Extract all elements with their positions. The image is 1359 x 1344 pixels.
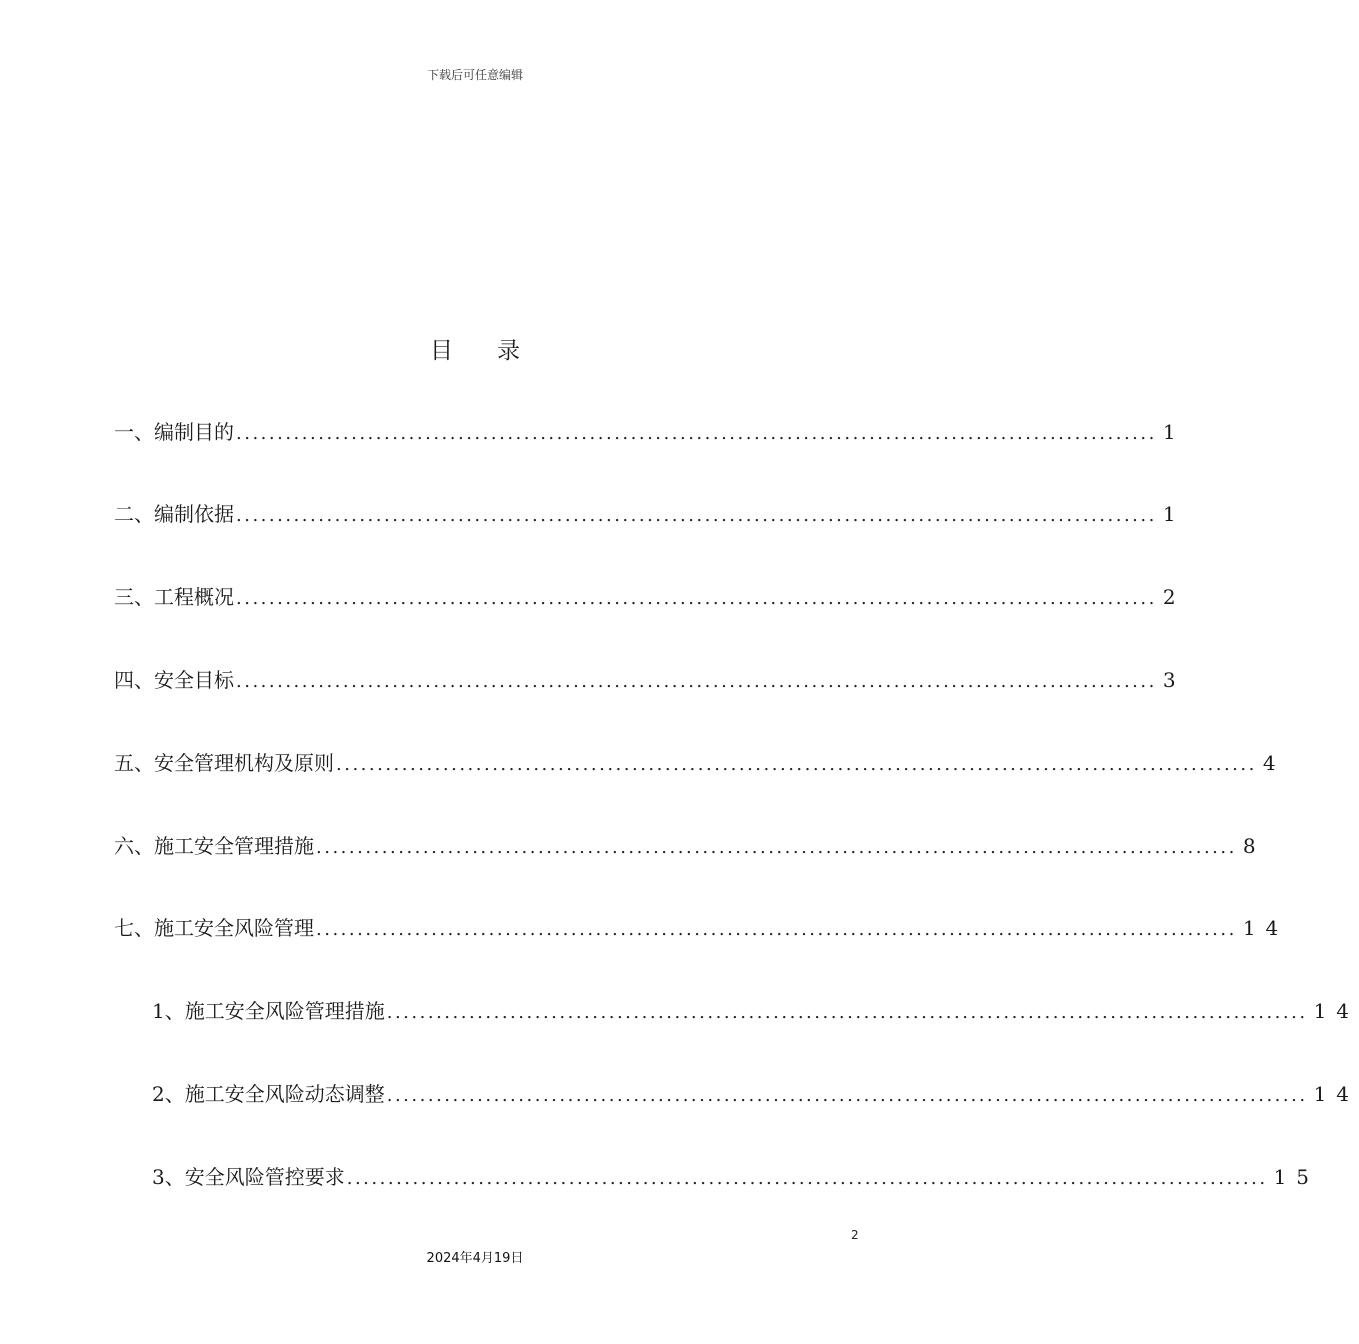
dot-leader: ................................................................................................................ <box>316 919 1237 940</box>
toc-entry-page: 14 <box>1242 916 1289 940</box>
footer-date: 2024年4月19日 <box>426 1251 524 1266</box>
dot-leader: ................................................................................................................ <box>236 671 1157 692</box>
toc-entry[interactable] <box>114 747 1286 779</box>
toc-title: 目录 <box>430 338 564 364</box>
toc-entry-label: 3、安全风险管控要求 <box>152 1165 345 1189</box>
toc-entry[interactable] <box>114 912 1289 944</box>
dot-leader: ................................................................................................................ <box>386 1002 1308 1023</box>
toc-entry-label: 六、施工安全管理措施 <box>114 834 314 858</box>
toc-entry-label: 二、编制依据 <box>114 502 234 526</box>
toc-entry-label: 七、施工安全风险管理 <box>114 916 314 940</box>
toc-entry[interactable] <box>114 830 1266 862</box>
toc-entry-page: 14 <box>1313 999 1359 1023</box>
toc-entry[interactable] <box>152 1161 1320 1193</box>
toc-entry-label: 1、施工安全风险管理措施 <box>152 999 385 1023</box>
toc-entry-page: 3 <box>1162 668 1186 692</box>
dot-leader: ................................................................................................................ <box>386 1085 1308 1106</box>
dot-leader: ................................................................................................................ <box>336 754 1257 775</box>
dot-leader: ................................................................................................................ <box>236 505 1157 526</box>
toc-entry-label: 四、安全目标 <box>114 668 234 692</box>
toc-entry[interactable] <box>152 995 1359 1027</box>
toc-entry-label: 三、工程概况 <box>114 585 234 609</box>
page-number: 2 <box>851 1228 859 1242</box>
dot-leader: ................................................................................................................ <box>236 588 1157 609</box>
toc-entry-page: 1 <box>1162 502 1186 526</box>
dot-leader: ................................................................................................................ <box>346 1168 1268 1189</box>
toc-entry-page: 8 <box>1242 834 1266 858</box>
toc-entry[interactable] <box>114 664 1186 696</box>
dot-leader: ................................................................................................................ <box>316 837 1237 858</box>
toc-entry[interactable] <box>152 1078 1359 1110</box>
toc-entry-page: 4 <box>1262 751 1286 775</box>
toc-entry-page: 1 <box>1162 420 1186 444</box>
toc-entry-label: 五、安全管理机构及原则 <box>114 751 334 775</box>
toc-entry[interactable] <box>114 416 1186 448</box>
toc-entry-label: 2、施工安全风险动态调整 <box>152 1082 385 1106</box>
toc-entry[interactable] <box>114 498 1186 530</box>
toc-entry-page: 2 <box>1162 585 1186 609</box>
header-note: 下载后可任意编辑 <box>426 68 523 82</box>
toc-entry-label: 一、编制目的 <box>114 420 234 444</box>
dot-leader: ................................................................................................................ <box>236 423 1157 444</box>
toc-entry-page: 14 <box>1313 1082 1359 1106</box>
toc-entry[interactable] <box>114 581 1186 613</box>
toc-entry-page: 15 <box>1273 1165 1320 1189</box>
